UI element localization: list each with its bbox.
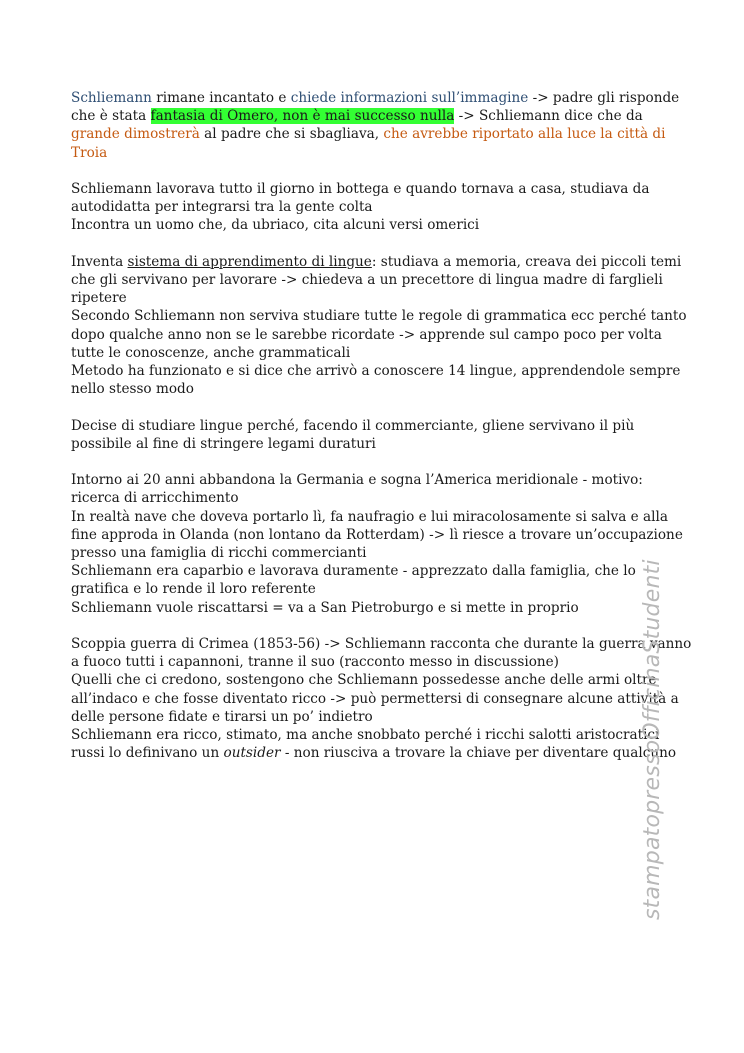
orange-phrase: Troia	[71, 144, 108, 161]
text-line: Scoppia guerra di Crimea (1853-56) -> Schliemann racconta che durante la guerra vanno	[71, 636, 692, 653]
underlined-phrase: sistema di apprendimento di lingue	[127, 253, 372, 270]
text-line: nello stesso modo	[71, 381, 194, 398]
text-line	[71, 107, 681, 125]
text-line: delle persone fidate e tirarsi un po’ indietro	[71, 708, 373, 725]
text-line: all’indaco e che fosse diventato ricco -> può permettersi di consegnare alcune attività a	[71, 690, 679, 707]
watermark: stampatopressoOfficinaStudenti	[640, 559, 665, 920]
text-span: al padre che si sbagliava,	[199, 126, 384, 143]
blue-phrase: chiede informazioni sull’immagine	[290, 90, 529, 106]
text-line: Quelli che ci credono, sostengono che Schliemann possedesse anche delle armi oltre	[71, 672, 657, 689]
text-line: Decise di studiare lingue perché, facendo il commerciante, gliene servivano il più	[71, 417, 635, 434]
text-span: russi lo definivano un	[71, 745, 224, 762]
text-line: Incontra un uomo che, da ubriaco, cita alcuni versi omerici	[71, 217, 480, 234]
text-line: Schliemann vuole riscattarsi = va a San Pietroburgo e si mette in proprio	[71, 599, 579, 616]
text-line	[71, 253, 681, 271]
orange-phrase: che avrebbe riportato alla luce la città di	[383, 126, 666, 143]
name-schliemann: Schliemann	[71, 90, 152, 106]
paragraph-6	[71, 635, 692, 762]
text-line: possibile al fine di stringere legami duraturi	[71, 435, 376, 452]
paragraph-4	[71, 417, 681, 453]
italic-word: outsider	[223, 745, 281, 762]
text-line: tutte le conoscenze, anche grammaticali	[71, 344, 351, 361]
text-span: che è stata	[71, 108, 151, 125]
text-line	[71, 125, 681, 143]
text-line: Metodo ha funzionato e si dice che arrivò a conoscere 14 lingue, apprendendole sempre	[71, 363, 681, 380]
text-line: Schliemann lavorava tutto il giorno in bottega e quando tornava a casa, studiava da	[71, 181, 650, 197]
text-line: gratifica e lo rende il loro referente	[71, 581, 316, 598]
text-span: - non riusciva a trovare la chiave per diventare qualcuno	[280, 745, 677, 762]
paragraph-1	[71, 89, 681, 162]
text-span: -> padre gli risponde	[528, 90, 680, 106]
paragraph-2	[71, 180, 681, 235]
text-span: : studiava a memoria, creava dei piccoli temi	[371, 253, 682, 270]
text-line: ricerca di arricchimento	[71, 490, 239, 507]
paragraph-3	[71, 253, 687, 399]
text-line: Schliemann era ricco, stimato, ma anche snobbato perché i ricchi salotti aristocratici	[71, 727, 660, 744]
text-line: presso una famiglia di ricchi commercianti	[71, 545, 367, 562]
orange-phrase: grande dimostrerà	[71, 126, 200, 143]
text-line: Secondo Schliemann non serviva studiare tutte le regole di grammatica ecc perché tanto	[71, 308, 687, 325]
text-line: In realtà nave che doveva portarlo lì, fa naufragio e lui miracolosamente si salva e alla	[71, 508, 668, 525]
text-line	[71, 744, 681, 762]
text-span: rimane incantato e	[151, 90, 291, 106]
document-body	[71, 89, 692, 781]
text-span: Inventa	[71, 253, 128, 270]
text-line: a fuoco tutti i capannoni, tranne il suo (racconto messo in discussione)	[71, 654, 559, 671]
text-span: -> Schliemann dice che da	[454, 108, 643, 125]
paragraph-5	[71, 471, 681, 617]
text-line: autodidatta per integrarsi tra la gente colta	[71, 199, 373, 216]
text-line: fine approda in Olanda (non lontano da Rotterdam) -> lì riesce a trovare un’occupazione	[71, 526, 683, 543]
text-line: che gli servivano per lavorare -> chiedeva a un precettore di lingua madre di farglieli	[71, 272, 663, 288]
text-line: dopo qualche anno non se le sarebbe ricordate -> apprende sul campo poco per volta	[71, 326, 662, 343]
text-line: ripetere	[71, 290, 127, 307]
text-line	[71, 89, 681, 107]
text-line: Intorno ai 20 anni abbandona la Germania e sogna l’America meridionale - motivo:	[71, 472, 643, 489]
text-line: Schliemann era caparbio e lavorava duramente - apprezzato dalla famiglia, che lo	[71, 563, 636, 580]
highlighted-phrase: fantasia di Omero, non è mai successo nulla	[150, 108, 455, 125]
